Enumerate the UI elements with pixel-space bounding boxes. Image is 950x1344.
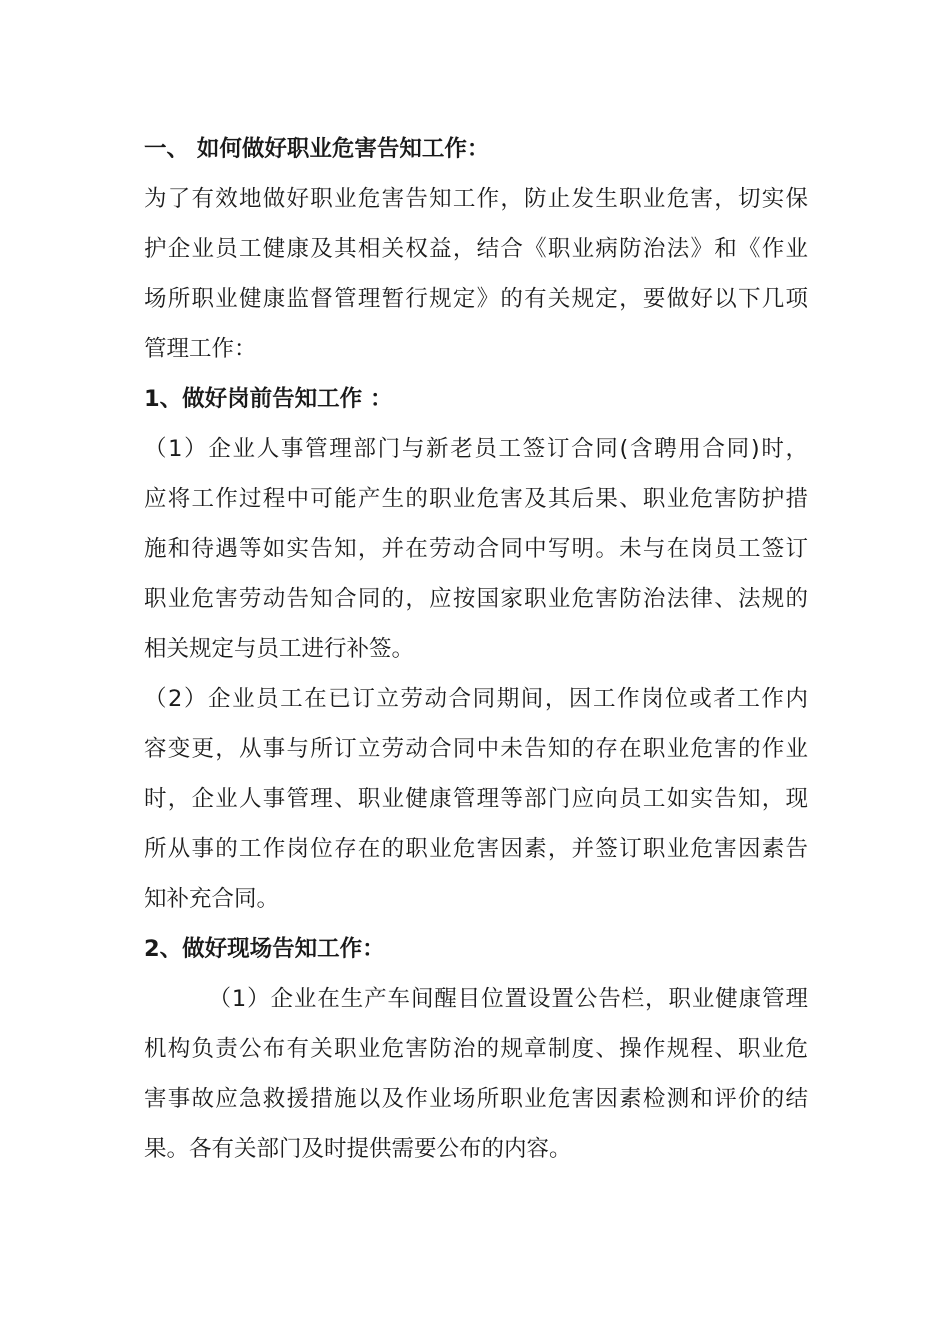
para3-line-2: 机构负责公布有关职业危害防治的规章制度、操作规程、职业危 bbox=[144, 1036, 808, 1062]
intro-line-4: 管理工作： bbox=[144, 336, 257, 362]
intro-line-3: 场所职业健康监督管理暂行规定》的有关规定，要做好以下几项 bbox=[144, 286, 808, 312]
section-heading-1: 一、 如何做好职业危害告知工作： bbox=[144, 136, 490, 162]
para1-line-1: （1）企业人事管理部门与新老员工签订合同(含聘用合同)时， bbox=[144, 436, 808, 462]
para2-line-1: （2）企业员工在已订立劳动合同期间，因工作岗位或者工作内 bbox=[144, 686, 808, 712]
para2-line-3: 时，企业人事管理、职业健康管理等部门应向员工如实告知，现 bbox=[144, 786, 808, 812]
para1-line-3: 施和待遇等如实告知，并在劳动合同中写明。未与在岗员工签订 bbox=[144, 536, 808, 562]
subheading-onsite-notice: 2、做好现场告知工作： bbox=[144, 936, 385, 962]
para2-line-4: 所从事的工作岗位存在的职业危害因素，并签订职业危害因素告 bbox=[144, 836, 808, 862]
para2-line-5: 知补充合同。 bbox=[144, 886, 280, 912]
subheading-pre-job-notice: 1、做好岗前告知工作 ： bbox=[144, 386, 393, 412]
para3-line-1: （1）企业在生产车间醒目位置设置公告栏，职业健康管理 bbox=[144, 986, 808, 1012]
intro-line-1: 为了有效地做好职业危害告知工作，防止发生职业危害，切实保 bbox=[144, 186, 808, 212]
document-body bbox=[144, 124, 808, 1174]
intro-line-2: 护企业员工健康及其相关权益，结合《职业病防治法》和《作业 bbox=[144, 236, 808, 262]
para1-line-4: 职业危害劳动告知合同的，应按国家职业危害防治法律、法规的 bbox=[144, 586, 808, 612]
para3-line-3: 害事故应急救援措施以及作业场所职业危害因素检测和评价的结 bbox=[144, 1086, 808, 1112]
para1-line-2: 应将工作过程中可能产生的职业危害及其后果、职业危害防护措 bbox=[144, 486, 808, 512]
para2-line-2: 容变更，从事与所订立劳动合同中未告知的存在职业危害的作业 bbox=[144, 736, 808, 762]
para3-line-4: 果。各有关部门及时提供需要公布的内容。 bbox=[144, 1136, 572, 1162]
para1-line-5: 相关规定与员工进行补签。 bbox=[144, 636, 415, 662]
